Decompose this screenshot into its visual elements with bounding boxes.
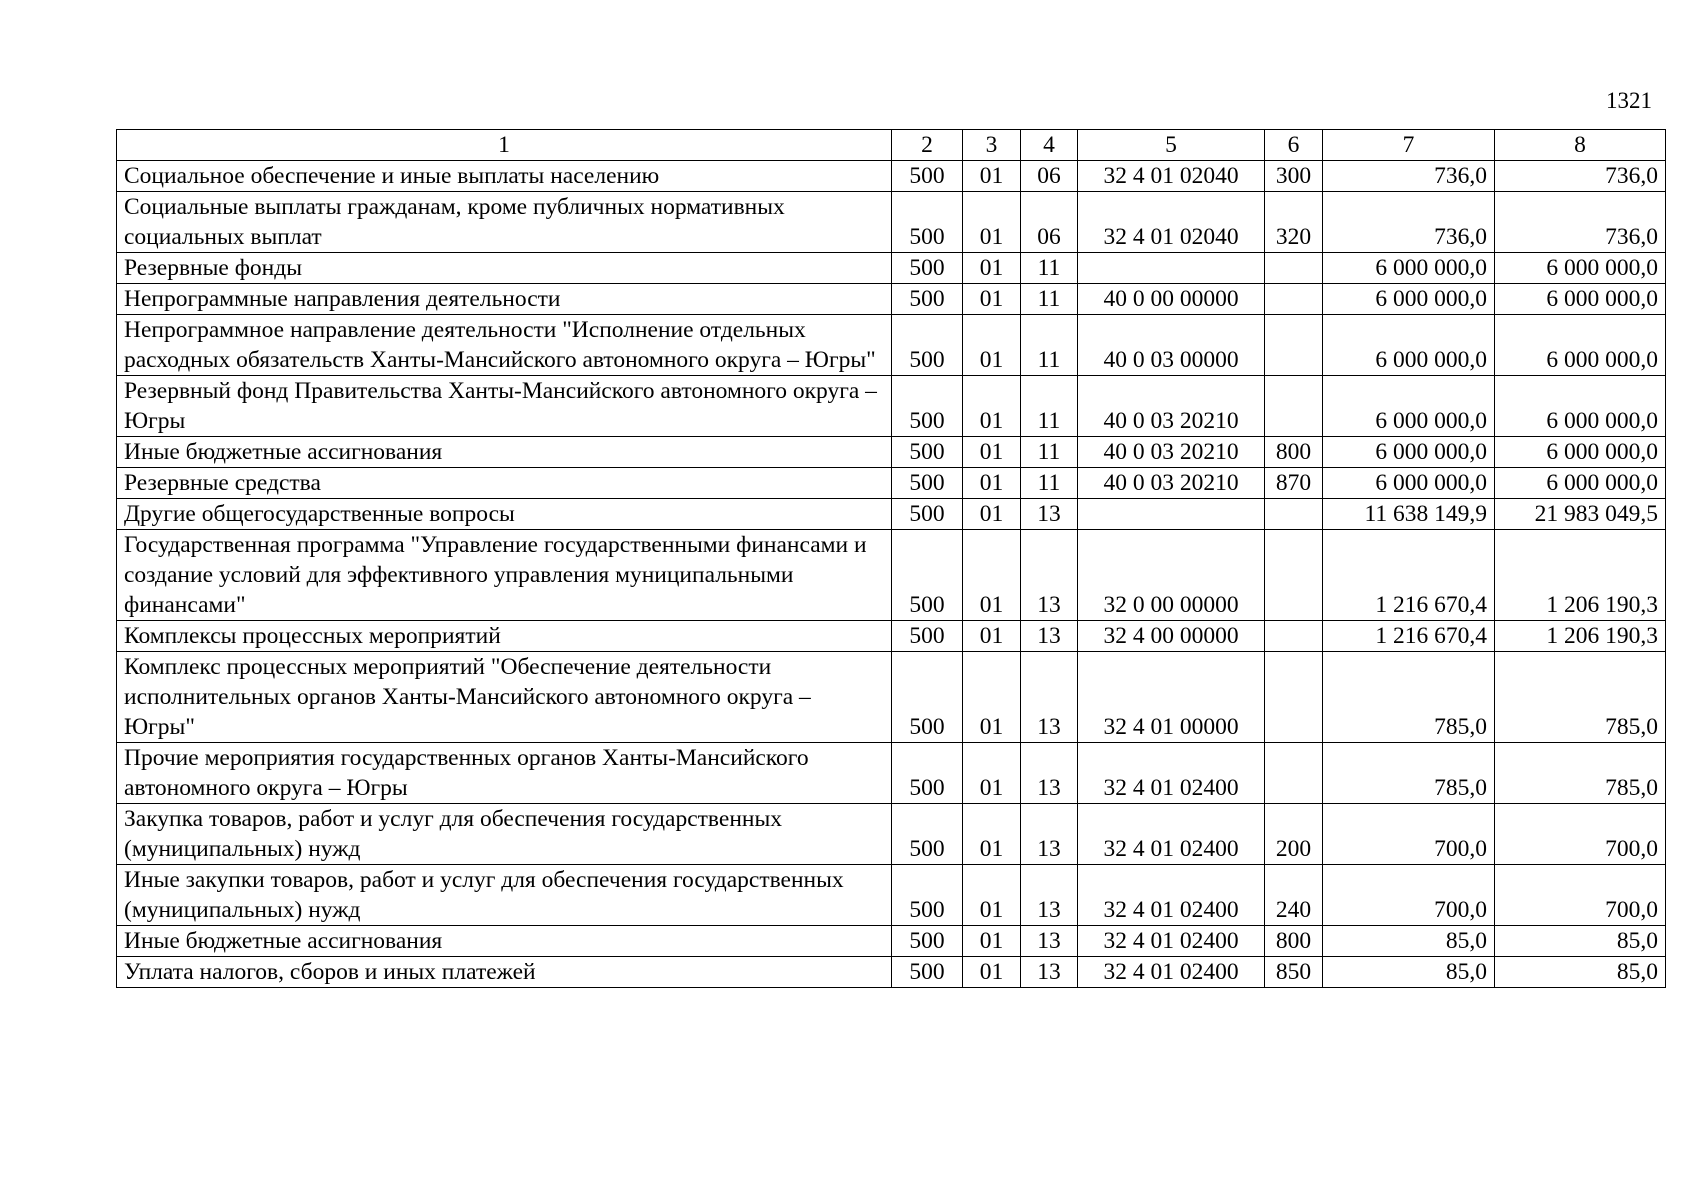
cell-col-3: 01	[963, 315, 1021, 376]
cell-col-6: 800	[1265, 437, 1323, 468]
cell-name: Прочие мероприятия государственных органов Ханты-Мансийского автономного округа – Югры	[117, 743, 892, 804]
cell-name: Иные бюджетные ассигнования	[117, 437, 892, 468]
header-cell-col-6: 6	[1265, 130, 1323, 161]
cell-col-8: 1 206 190,3	[1495, 621, 1666, 652]
table-row	[117, 499, 1666, 530]
table-row	[117, 192, 1666, 253]
cell-col-8: 6 000 000,0	[1495, 315, 1666, 376]
cell-col-7: 6 000 000,0	[1323, 468, 1495, 499]
cell-col-3: 01	[963, 804, 1021, 865]
cell-col-8: 785,0	[1495, 743, 1666, 804]
cell-col-6	[1265, 530, 1323, 621]
cell-name: Другие общегосударственные вопросы	[117, 499, 892, 530]
cell-col-6: 870	[1265, 468, 1323, 499]
cell-col-4: 11	[1021, 253, 1078, 284]
cell-col-8: 21 983 049,5	[1495, 499, 1666, 530]
cell-col-3: 01	[963, 530, 1021, 621]
table-row	[117, 957, 1666, 988]
cell-col-3: 01	[963, 652, 1021, 743]
cell-col-7: 6 000 000,0	[1323, 376, 1495, 437]
cell-col-3: 01	[963, 926, 1021, 957]
table-row	[117, 804, 1666, 865]
cell-col-5	[1078, 253, 1265, 284]
cell-col-7: 11 638 149,9	[1323, 499, 1495, 530]
cell-col-6: 850	[1265, 957, 1323, 988]
cell-col-8: 700,0	[1495, 865, 1666, 926]
cell-col-6	[1265, 284, 1323, 315]
cell-col-5: 40 0 03 20210	[1078, 376, 1265, 437]
cell-name: Резервные фонды	[117, 253, 892, 284]
table-row	[117, 161, 1666, 192]
table-row	[117, 284, 1666, 315]
cell-col-4: 13	[1021, 804, 1078, 865]
cell-col-6	[1265, 621, 1323, 652]
cell-name: Резервный фонд Правительства Ханты-Мансийского автономного округа – Югры	[117, 376, 892, 437]
cell-col-5: 40 0 03 00000	[1078, 315, 1265, 376]
cell-col-8: 6 000 000,0	[1495, 253, 1666, 284]
cell-col-5: 32 4 01 02400	[1078, 804, 1265, 865]
cell-col-8: 785,0	[1495, 652, 1666, 743]
cell-col-3: 01	[963, 468, 1021, 499]
cell-col-5: 40 0 03 20210	[1078, 437, 1265, 468]
cell-col-8: 736,0	[1495, 161, 1666, 192]
cell-col-2: 500	[892, 468, 963, 499]
cell-col-4: 13	[1021, 743, 1078, 804]
budget-table	[116, 129, 1666, 988]
cell-col-3: 01	[963, 192, 1021, 253]
cell-col-4: 13	[1021, 865, 1078, 926]
cell-col-7: 785,0	[1323, 652, 1495, 743]
cell-col-3: 01	[963, 376, 1021, 437]
cell-col-8: 6 000 000,0	[1495, 376, 1666, 437]
table-row	[117, 652, 1666, 743]
cell-col-4: 13	[1021, 530, 1078, 621]
cell-col-6	[1265, 376, 1323, 437]
cell-col-4: 13	[1021, 926, 1078, 957]
cell-col-7: 700,0	[1323, 865, 1495, 926]
cell-col-8: 85,0	[1495, 957, 1666, 988]
cell-col-5: 32 4 01 02400	[1078, 865, 1265, 926]
cell-col-6	[1265, 499, 1323, 530]
cell-col-3: 01	[963, 865, 1021, 926]
cell-name: Социальные выплаты гражданам, кроме публичных нормативных социальных выплат	[117, 192, 892, 253]
cell-col-2: 500	[892, 621, 963, 652]
cell-col-5: 32 4 01 00000	[1078, 652, 1265, 743]
header-cell-col-8: 8	[1495, 130, 1666, 161]
cell-col-8: 700,0	[1495, 804, 1666, 865]
cell-col-2: 500	[892, 284, 963, 315]
cell-name: Социальное обеспечение и иные выплаты населению	[117, 161, 892, 192]
table-row	[117, 743, 1666, 804]
cell-col-3: 01	[963, 743, 1021, 804]
cell-name: Иные бюджетные ассигнования	[117, 926, 892, 957]
table-header-row	[117, 130, 1666, 161]
cell-col-5: 32 4 01 02040	[1078, 192, 1265, 253]
cell-col-4: 13	[1021, 652, 1078, 743]
cell-name: Комплексы процессных мероприятий	[117, 621, 892, 652]
cell-col-7: 736,0	[1323, 161, 1495, 192]
cell-col-2: 500	[892, 376, 963, 437]
cell-col-6: 240	[1265, 865, 1323, 926]
table-row	[117, 253, 1666, 284]
cell-col-8: 6 000 000,0	[1495, 437, 1666, 468]
cell-col-8: 85,0	[1495, 926, 1666, 957]
header-cell-col-4: 4	[1021, 130, 1078, 161]
cell-col-2: 500	[892, 530, 963, 621]
cell-col-4: 06	[1021, 161, 1078, 192]
cell-col-2: 500	[892, 957, 963, 988]
cell-name: Государственная программа "Управление государственными финансами и создание условий для эффективного управления муниципальными финансами"	[117, 530, 892, 621]
cell-col-2: 500	[892, 743, 963, 804]
cell-col-2: 500	[892, 437, 963, 468]
cell-col-8: 6 000 000,0	[1495, 284, 1666, 315]
cell-col-3: 01	[963, 957, 1021, 988]
cell-col-5: 32 4 01 02040	[1078, 161, 1265, 192]
table-row	[117, 530, 1666, 621]
cell-col-8: 1 206 190,3	[1495, 530, 1666, 621]
cell-col-5: 40 0 03 20210	[1078, 468, 1265, 499]
table-row	[117, 468, 1666, 499]
cell-col-6	[1265, 743, 1323, 804]
cell-col-6	[1265, 253, 1323, 284]
cell-col-2: 500	[892, 499, 963, 530]
cell-col-3: 01	[963, 437, 1021, 468]
cell-col-8: 6 000 000,0	[1495, 468, 1666, 499]
cell-col-3: 01	[963, 499, 1021, 530]
table-row	[117, 865, 1666, 926]
table-row	[117, 315, 1666, 376]
cell-col-2: 500	[892, 253, 963, 284]
cell-col-4: 11	[1021, 315, 1078, 376]
cell-col-5: 32 4 01 02400	[1078, 957, 1265, 988]
cell-col-7: 85,0	[1323, 926, 1495, 957]
cell-col-2: 500	[892, 192, 963, 253]
table-row	[117, 376, 1666, 437]
cell-col-2: 500	[892, 804, 963, 865]
cell-col-3: 01	[963, 253, 1021, 284]
cell-col-3: 01	[963, 621, 1021, 652]
cell-col-2: 500	[892, 652, 963, 743]
cell-col-2: 500	[892, 865, 963, 926]
cell-col-7: 6 000 000,0	[1323, 253, 1495, 284]
cell-col-3: 01	[963, 284, 1021, 315]
cell-col-4: 06	[1021, 192, 1078, 253]
cell-col-2: 500	[892, 315, 963, 376]
cell-col-4: 11	[1021, 284, 1078, 315]
cell-col-7: 785,0	[1323, 743, 1495, 804]
cell-col-4: 13	[1021, 499, 1078, 530]
cell-col-7: 6 000 000,0	[1323, 284, 1495, 315]
cell-col-7: 6 000 000,0	[1323, 315, 1495, 376]
cell-col-5: 32 4 01 02400	[1078, 926, 1265, 957]
header-cell-col-5: 5	[1078, 130, 1265, 161]
cell-name: Непрограммное направление деятельности "Исполнение отдельных расходных обязательств Ханты-Мансийского автономного округа – Югры"	[117, 315, 892, 376]
header-cell-col-2: 2	[892, 130, 963, 161]
cell-col-4: 13	[1021, 957, 1078, 988]
cell-col-6: 200	[1265, 804, 1323, 865]
cell-col-5	[1078, 499, 1265, 530]
cell-col-4: 11	[1021, 376, 1078, 437]
header-cell-col-7: 7	[1323, 130, 1495, 161]
cell-col-7: 85,0	[1323, 957, 1495, 988]
page-number: 1321	[1606, 88, 1652, 113]
cell-name: Иные закупки товаров, работ и услуг для обеспечения государственных (муниципальных) нужд	[117, 865, 892, 926]
cell-col-6: 320	[1265, 192, 1323, 253]
cell-col-5: 32 4 01 02400	[1078, 743, 1265, 804]
cell-col-6: 300	[1265, 161, 1323, 192]
cell-col-3: 01	[963, 161, 1021, 192]
cell-col-5: 32 4 00 00000	[1078, 621, 1265, 652]
cell-col-8: 736,0	[1495, 192, 1666, 253]
cell-col-6: 800	[1265, 926, 1323, 957]
table-row	[117, 926, 1666, 957]
header-cell-col-1: 1	[117, 130, 892, 161]
cell-col-6	[1265, 315, 1323, 376]
cell-name: Закупка товаров, работ и услуг для обеспечения государственных (муниципальных) нужд	[117, 804, 892, 865]
cell-col-7: 1 216 670,4	[1323, 621, 1495, 652]
cell-col-4: 13	[1021, 621, 1078, 652]
cell-col-4: 11	[1021, 437, 1078, 468]
cell-col-2: 500	[892, 161, 963, 192]
cell-col-7: 6 000 000,0	[1323, 437, 1495, 468]
cell-col-6	[1265, 652, 1323, 743]
cell-name: Непрограммные направления деятельности	[117, 284, 892, 315]
table-row	[117, 621, 1666, 652]
cell-col-7: 700,0	[1323, 804, 1495, 865]
cell-name: Уплата налогов, сборов и иных платежей	[117, 957, 892, 988]
cell-name: Резервные средства	[117, 468, 892, 499]
cell-col-5: 32 0 00 00000	[1078, 530, 1265, 621]
cell-col-2: 500	[892, 926, 963, 957]
header-cell-col-3: 3	[963, 130, 1021, 161]
cell-col-7: 736,0	[1323, 192, 1495, 253]
cell-col-4: 11	[1021, 468, 1078, 499]
cell-col-5: 40 0 00 00000	[1078, 284, 1265, 315]
cell-col-7: 1 216 670,4	[1323, 530, 1495, 621]
cell-name: Комплекс процессных мероприятий "Обеспечение деятельности исполнительных органов Ханты-Мансийского автономного округа – Югры"	[117, 652, 892, 743]
table-row	[117, 437, 1666, 468]
